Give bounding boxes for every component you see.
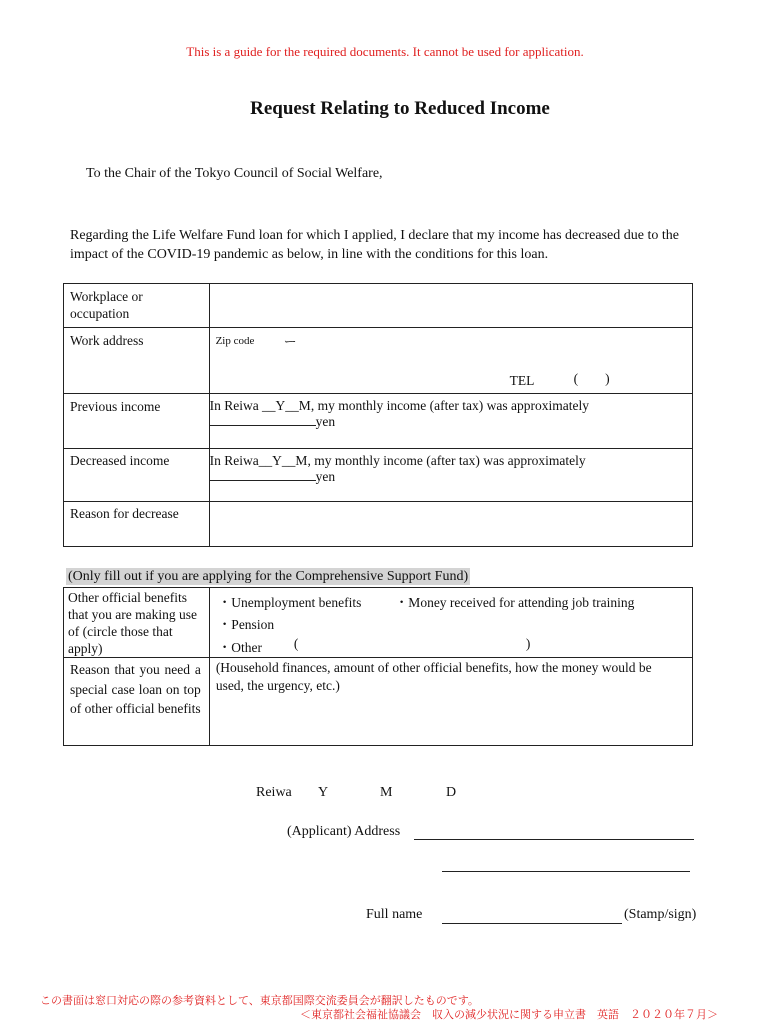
address-line-2[interactable]: [442, 871, 690, 872]
reason-decrease-field[interactable]: [209, 502, 692, 547]
full-name-label: Full name: [366, 907, 423, 922]
applicant-address-label: (Applicant) Address: [287, 824, 401, 839]
previous-income-field[interactable]: [209, 394, 692, 449]
work-address-row: [64, 328, 693, 394]
full-name-line[interactable]: [442, 923, 622, 924]
benefits-options: [209, 588, 692, 658]
decreased-yen: yen: [315, 469, 336, 484]
income-table: [63, 283, 693, 547]
page-title: Request Relating to Reduced Income: [250, 98, 550, 119]
option-pension[interactable]: ・Pension: [217, 617, 275, 632]
tel-label: TEL: [509, 373, 535, 388]
other-close-paren: ): [525, 636, 531, 651]
support-fund-table: [63, 587, 693, 746]
work-address-label: Work address: [70, 333, 144, 348]
intro-paragraph: Regarding the Life Welfare Fund loan for which I applied, I declare that my income has decreased due to the impact of the COVID-19 pandemic as below, in line with the conditions for this loan.: [70, 228, 679, 262]
stamp-label: (Stamp/sign): [624, 907, 697, 922]
date-era: Reiwa: [256, 785, 292, 800]
footer-document-reference: ＜東京都社会福祉協議会 収入の減少状況に関する申立書 英語 ２０２０年７月＞: [300, 1008, 718, 1021]
special-reason-field[interactable]: [209, 658, 692, 746]
zip-dash: ー: [283, 334, 297, 349]
previous-yen: yen: [315, 414, 336, 429]
special-reason-row: [64, 658, 693, 746]
decreased-income-text: In Reiwa__Y__M, my monthly income (after tax) was approximately: [209, 453, 586, 468]
reason-decrease-label: Reason for decrease: [70, 506, 179, 521]
address-line-1[interactable]: [414, 839, 694, 840]
footer-translation-note: この書面は窓口対応の際の参考資料として、東京都国際交流委員会が翻訳したものです。: [40, 994, 479, 1007]
previous-income-label: Previous income: [70, 399, 161, 414]
special-reason-hint: (Household finances, amount of other official benefits, how the money would be used, the urgency, etc.): [215, 660, 652, 693]
guide-notice: This is a guide for the required documents. It cannot be used for application.: [186, 44, 584, 59]
zip-label: Zip code: [215, 335, 255, 347]
previous-income-text: In Reiwa __Y__M, my monthly income (after tax) was approximately: [209, 398, 589, 413]
date-year[interactable]: Y: [318, 785, 329, 800]
option-other[interactable]: ・Other: [217, 640, 263, 655]
decreased-income-row: [64, 449, 693, 502]
reason-decrease-row: [64, 502, 693, 547]
special-reason-label: Reason that you need a special case loan on top of other official benefits: [70, 662, 201, 716]
option-job-training[interactable]: ・Money received for attending job training: [394, 595, 635, 610]
decreased-income-field[interactable]: [209, 449, 692, 502]
option-unemployment[interactable]: ・Unemployment benefits: [217, 595, 362, 610]
workplace-row: [64, 284, 693, 328]
workplace-field[interactable]: [209, 284, 692, 328]
decreased-income-label: Decreased income: [70, 453, 170, 468]
work-address-field[interactable]: [209, 328, 692, 394]
benefits-row: [64, 588, 693, 658]
previous-income-row: [64, 394, 693, 449]
benefits-label: Other official benefits that you are making use of (circle those that apply): [68, 590, 197, 656]
date-month[interactable]: M: [380, 785, 393, 800]
other-open-paren: (: [293, 636, 299, 651]
salutation: To the Chair of the Tokyo Council of Social Welfare,: [86, 166, 383, 181]
decreased-amount-line[interactable]: [210, 480, 316, 481]
previous-amount-line[interactable]: [210, 425, 316, 426]
workplace-label: Workplace or occupation: [70, 289, 143, 321]
tel-parens: ( ): [573, 371, 610, 386]
date-day[interactable]: D: [446, 785, 457, 800]
section2-heading: (Only fill out if you are applying for the Comprehensive Support Fund): [68, 569, 469, 584]
